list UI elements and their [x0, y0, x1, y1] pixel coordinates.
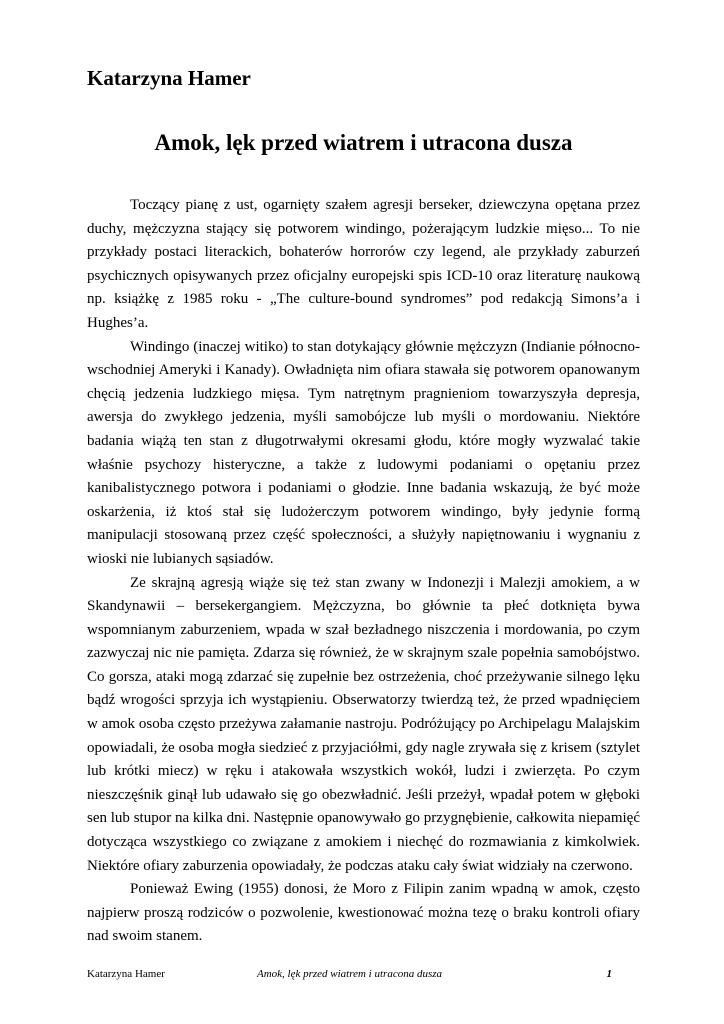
- paragraph-1: Toczący pianę z ust, ogarnięty szałem agresji berseker, dziewczyna opętana przez duchy, mężczyzna stający się potworem windingo, pożerającym ludzkie mięso... To nie przykłady postaci literackich, bohaterów horrorów czy legend, ale przykłady zaburzeń psychicznych opisywanych przez oficjalny europejski spis ICD-10 oraz literaturę naukową np. książkę z 1985 roku - „The culture-bound syndromes” pod redakcją Simons’a i Hughes’a.: [87, 197, 640, 331]
- paragraph-3: Ze skrajną agresją wiąże się też stan zwany w Indonezji i Malezji amokiem, a w Skandynawii – bersekergangiem. Mężczyzna, bo głównie ta płeć dotknięta bywa wspomnianym zaburzeniem, wpada w szał bezładnego niszczenia i mordowania, po czym zazwyczaj nic nie pamięta. Zdarza się również, że w skrajnym szale popełnia samobójstwo. Co gorsza, ataki mogą zdarzać się zupełnie bez ostrzeżenia, choć przeżywanie silnego lęku bądź wrogości sprzyja ich wystąpieniu. Obserwatorzy twierdzą też, że przed wpadnięciem w amok osoba często przeżywa załamanie nastroju. Podróżujący po Archipelagu Malajskim opowiadali, że osoba mogła siedzieć z przyjaciółmi, gdy nagle zrywała się z krisem (sztylet lub krótki miecz) w ręku i atakowała wszystkich wokół, ludzi i zwierzęta. Po czym nieszczęśnik ginął lub udawało się go obezwładnić. Jeśli przeżył, wpadał potem w głęboki sen lub stupor na kilka dni. Następnie opanowywało go przygnębienie, całkowita niepamięć dotycząca wszystkiego co związane z amokiem i niechęć do rozmawiania z kimkolwiek. Niektóre ofiary zaburzenia opowiadały, że podczas ataku cały świat widziały na czerwono.: [87, 574, 640, 874]
- document-title: Amok, lęk przed wiatrem i utracona dusza: [154, 130, 573, 155]
- footer-author: Katarzyna Hamer: [87, 968, 165, 980]
- footer-title: Amok, lęk przed wiatrem i utracona dusza: [256, 968, 443, 980]
- author-name: Katarzyna Hamer: [87, 66, 251, 90]
- page-number: 1: [606, 968, 612, 980]
- paragraph-2: Windingo (inaczej witiko) to stan dotykający głównie mężczyzn (Indianie północno-wschodniej Ameryki i Kanady). Owładnięta nim ofiara stawała się potworem opanowanym chęcią jedzenia ludzkiego mięsa. Tym natrętnym pragnieniom towarzyszyła depresja, awersja do zwykłego jedzenia, myśli samobójcze lub myśli o mordowaniu. Niektóre badania wiążą ten stan z długotrwałymi okresami głodu, które mogły wyzwalać takie właśnie psychozy histeryczne, a także z ludowymi podaniami o opętaniu przez kanibalistycznego potwora i podaniami o głodzie. Inne badania wskazują, że być może oskarżenia, iż ktoś stał się ludożerczym potworem windingo, były jedynie formą manipulacji stosowaną przez część społeczności, a służyły napiętnowaniu i wygnaniu z wioski nie lubianych sąsiadów.: [87, 338, 640, 567]
- page-footer: [87, 964, 612, 984]
- body-text: [87, 194, 640, 949]
- paragraph-4: Ponieważ Ewing (1955) donosi, że Moro z Filipin zanim wpadną w amok, często najpierw proszą rodziców o pozwolenie, kwestionować można tezę o braku kontroli ofiary nad swoim stanem.: [87, 881, 640, 945]
